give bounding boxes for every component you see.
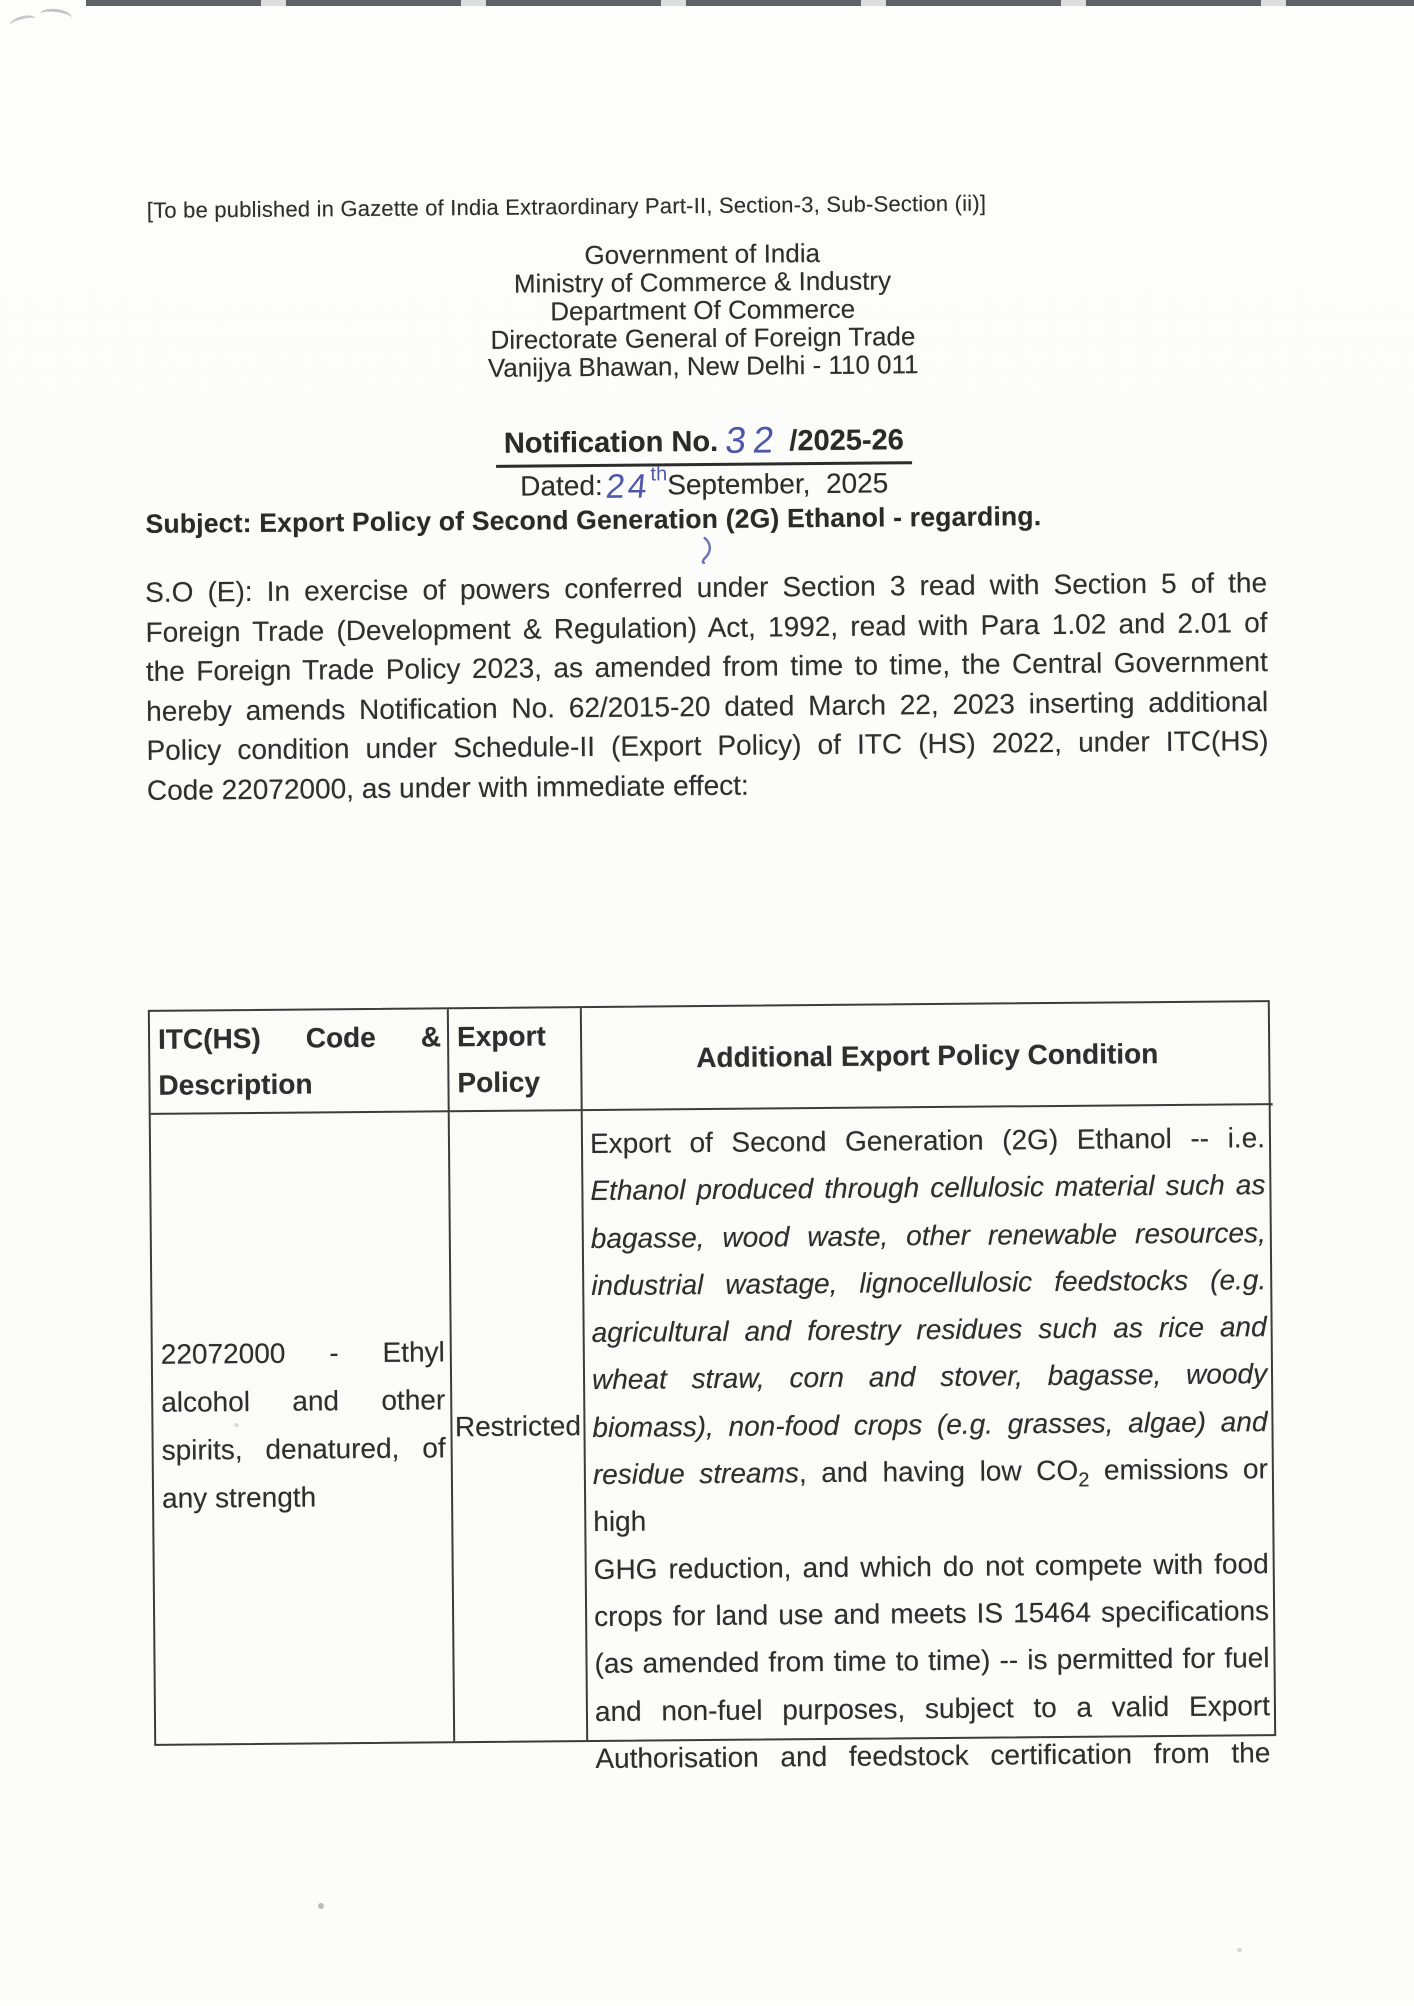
notification-number [496, 416, 912, 468]
code-line: 22072000 - Ethyl [160, 1335, 445, 1370]
body-line: hereby amends Notification No. 62/2015-20 dated March 22, 2023 inserting additional [146, 685, 1269, 727]
header-line: ITC(HS) Code & [157, 1021, 442, 1055]
letterhead-directorate: Directorate General of Foreign Trade [490, 321, 916, 355]
condition-line: Ethanol produced through cellulosic material such as [590, 1169, 1266, 1207]
export-policy-table [148, 1000, 1276, 1774]
letterhead-ministry: Ministry of Commerce & Industry [513, 265, 892, 299]
body-line: S.O (E): In exercise of powers conferred under Section 3 read with Section 5 of the [145, 567, 1268, 608]
condition-line: GHG reduction, and which do not compete with food [593, 1547, 1269, 1585]
handwritten-notification-number: 32 [723, 419, 784, 461]
condition-line: bagasse, wood waste, other renewable resources, [590, 1216, 1266, 1254]
code-line: spirits, denatured, of [161, 1431, 446, 1466]
condition-line: industrial wastage, lignocellulosic feedstocks (e.g. [591, 1264, 1267, 1301]
subject-line: Subject: Export Policy of Second Generation (2G) Ethanol - regarding. [145, 501, 1042, 539]
condition-line: Export of Second Generation (2G) Ethanol -- i.e. [589, 1122, 1266, 1160]
scan-speck [318, 1903, 324, 1909]
letterhead-govt: Government of India [584, 237, 821, 271]
header-line: Export [456, 1020, 546, 1053]
body-line: Code 22072000, as under with immediate effect: [146, 769, 749, 806]
condition-line: agricultural and forestry residues such as rice and [591, 1311, 1267, 1349]
cell-export-policy-value [450, 1111, 588, 1741]
table-header-itchs-code [150, 1009, 450, 1115]
condition-cell [583, 1105, 1278, 1774]
condition-line: residue streams, and having low $CO_2$ emissions or high [592, 1453, 1269, 1538]
header-line: Additional Export Policy Condition [696, 1037, 1159, 1073]
code-line: alcohol and other [161, 1383, 446, 1418]
body-line: Foreign Trade (Development & Regulation) Act, 1992, read with Para 1.02 and 2.01 of [145, 606, 1268, 648]
header-line: Description [158, 1068, 313, 1101]
policy-value: Restricted [454, 1409, 582, 1442]
condition-line: Authorisation and feedstock certification from the [595, 1736, 1271, 1774]
scan-speck [1237, 1948, 1242, 1952]
table-header-export-policy [449, 1008, 583, 1112]
table-header-additional-condition [582, 1002, 1273, 1111]
operative-paragraph [145, 563, 1269, 810]
dated-label: Dated: [520, 469, 603, 502]
condition-line: wheat straw, corn and stover, bagasse, woody [591, 1358, 1268, 1396]
handwritten-day: 24 [604, 467, 653, 506]
notification-prefix: Notification No. [503, 425, 719, 460]
header-line: Policy [457, 1066, 541, 1099]
letterhead-address: Vanijya Bhawan, New Delhi - 110 011 [487, 349, 919, 383]
letterhead-department: Department Of Commerce [550, 293, 856, 327]
condition-line: and non-fuel purposes, subject to a valid Export [594, 1689, 1271, 1727]
handwritten-ordinal: th [650, 463, 668, 486]
condition-line: biomass), non-food crops (e.g. grasses, algae) and [592, 1405, 1268, 1443]
body-line: Policy condition under Schedule-II (Export Policy) of ITC (HS) 2022, under ITC(HS) [146, 725, 1269, 766]
cell-itc-code-description [151, 1112, 455, 1744]
gazette-publication-line: [To be published in Gazette of India Extraordinary Part-II, Section-3, Sub-Section (ii)] [146, 190, 987, 223]
scan-speck [234, 1423, 238, 1427]
body-line: the Foreign Trade Policy 2023, as amended from time to time, the Central Government [145, 646, 1268, 687]
condition-line: crops for land use and meets IS 15464 specifications [593, 1595, 1270, 1632]
condition-line: (as amended from time to time) -- is permitted for fuel [594, 1642, 1270, 1680]
letterhead [0, 234, 1410, 386]
notification-suffix: /2025-26 [789, 424, 904, 458]
code-line: any strength [161, 1480, 317, 1514]
ink-squiggle-mark [698, 536, 716, 564]
month-year: September, 2025 [667, 467, 889, 501]
